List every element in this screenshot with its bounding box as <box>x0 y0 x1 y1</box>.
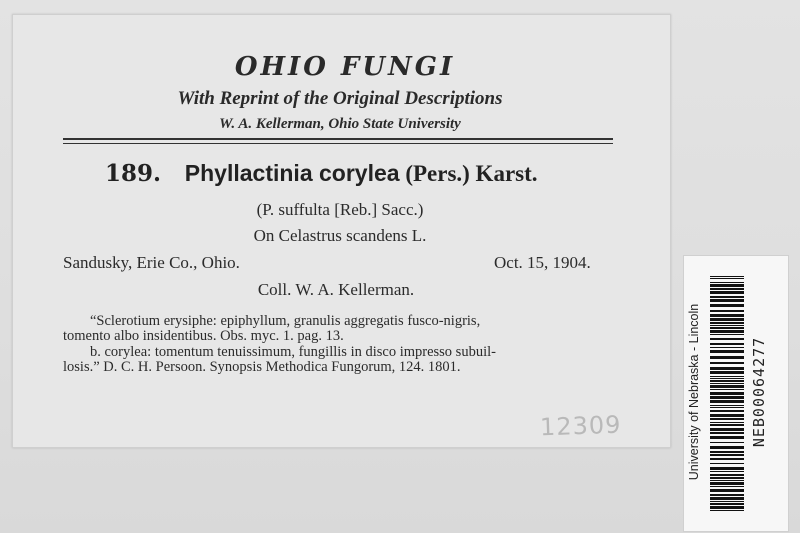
description-line-2: tomento albo insidentibus. Obs. myc. 1. pag. 13. <box>63 328 344 344</box>
barcode-number: NEB00064277 <box>750 336 768 448</box>
host-plant: On Celastrus scandens L. <box>253 226 427 245</box>
description-line-1: “Sclerotium erysiphe: epiphyllum, granulis aggregatis fusco-nigris, <box>90 313 481 329</box>
species-authority: (Pers.) Karst. <box>405 161 538 186</box>
barcode-institution: University of Nebraska - Lincoln <box>687 303 701 481</box>
species-name: Phyllactinia corylea <box>184 160 400 186</box>
label-author: W. A. Kellerman, Ohio State University <box>219 116 461 132</box>
label-title: OHIO FUNGI <box>234 52 456 82</box>
collection-date: Oct. 15, 1904. <box>494 253 591 272</box>
label-subtitle: With Reprint of the Original Descriptions <box>177 88 503 109</box>
pencil-accession-number: 12309 <box>539 410 622 442</box>
barcode-icon <box>710 276 744 512</box>
header-rule-thin <box>63 143 613 144</box>
locality: Sandusky, Erie Co., Ohio. <box>63 253 240 272</box>
synonym: (P. suffulta [Reb.] Sacc.) <box>256 200 424 219</box>
collector: Coll. W. A. Kellerman. <box>257 280 415 299</box>
specimen-number: 189. <box>105 160 162 187</box>
description-line-4: losis.” D. C. H. Persoon. Synopsis Methodica Fungorum, 124. 1801. <box>63 359 461 375</box>
header-rule <box>63 138 613 140</box>
barcode-label <box>683 255 789 532</box>
species-heading <box>105 160 538 187</box>
description-line-3: b. corylea: tomentum tenuissimum, fungillis in disco impresso subuil- <box>90 344 496 360</box>
